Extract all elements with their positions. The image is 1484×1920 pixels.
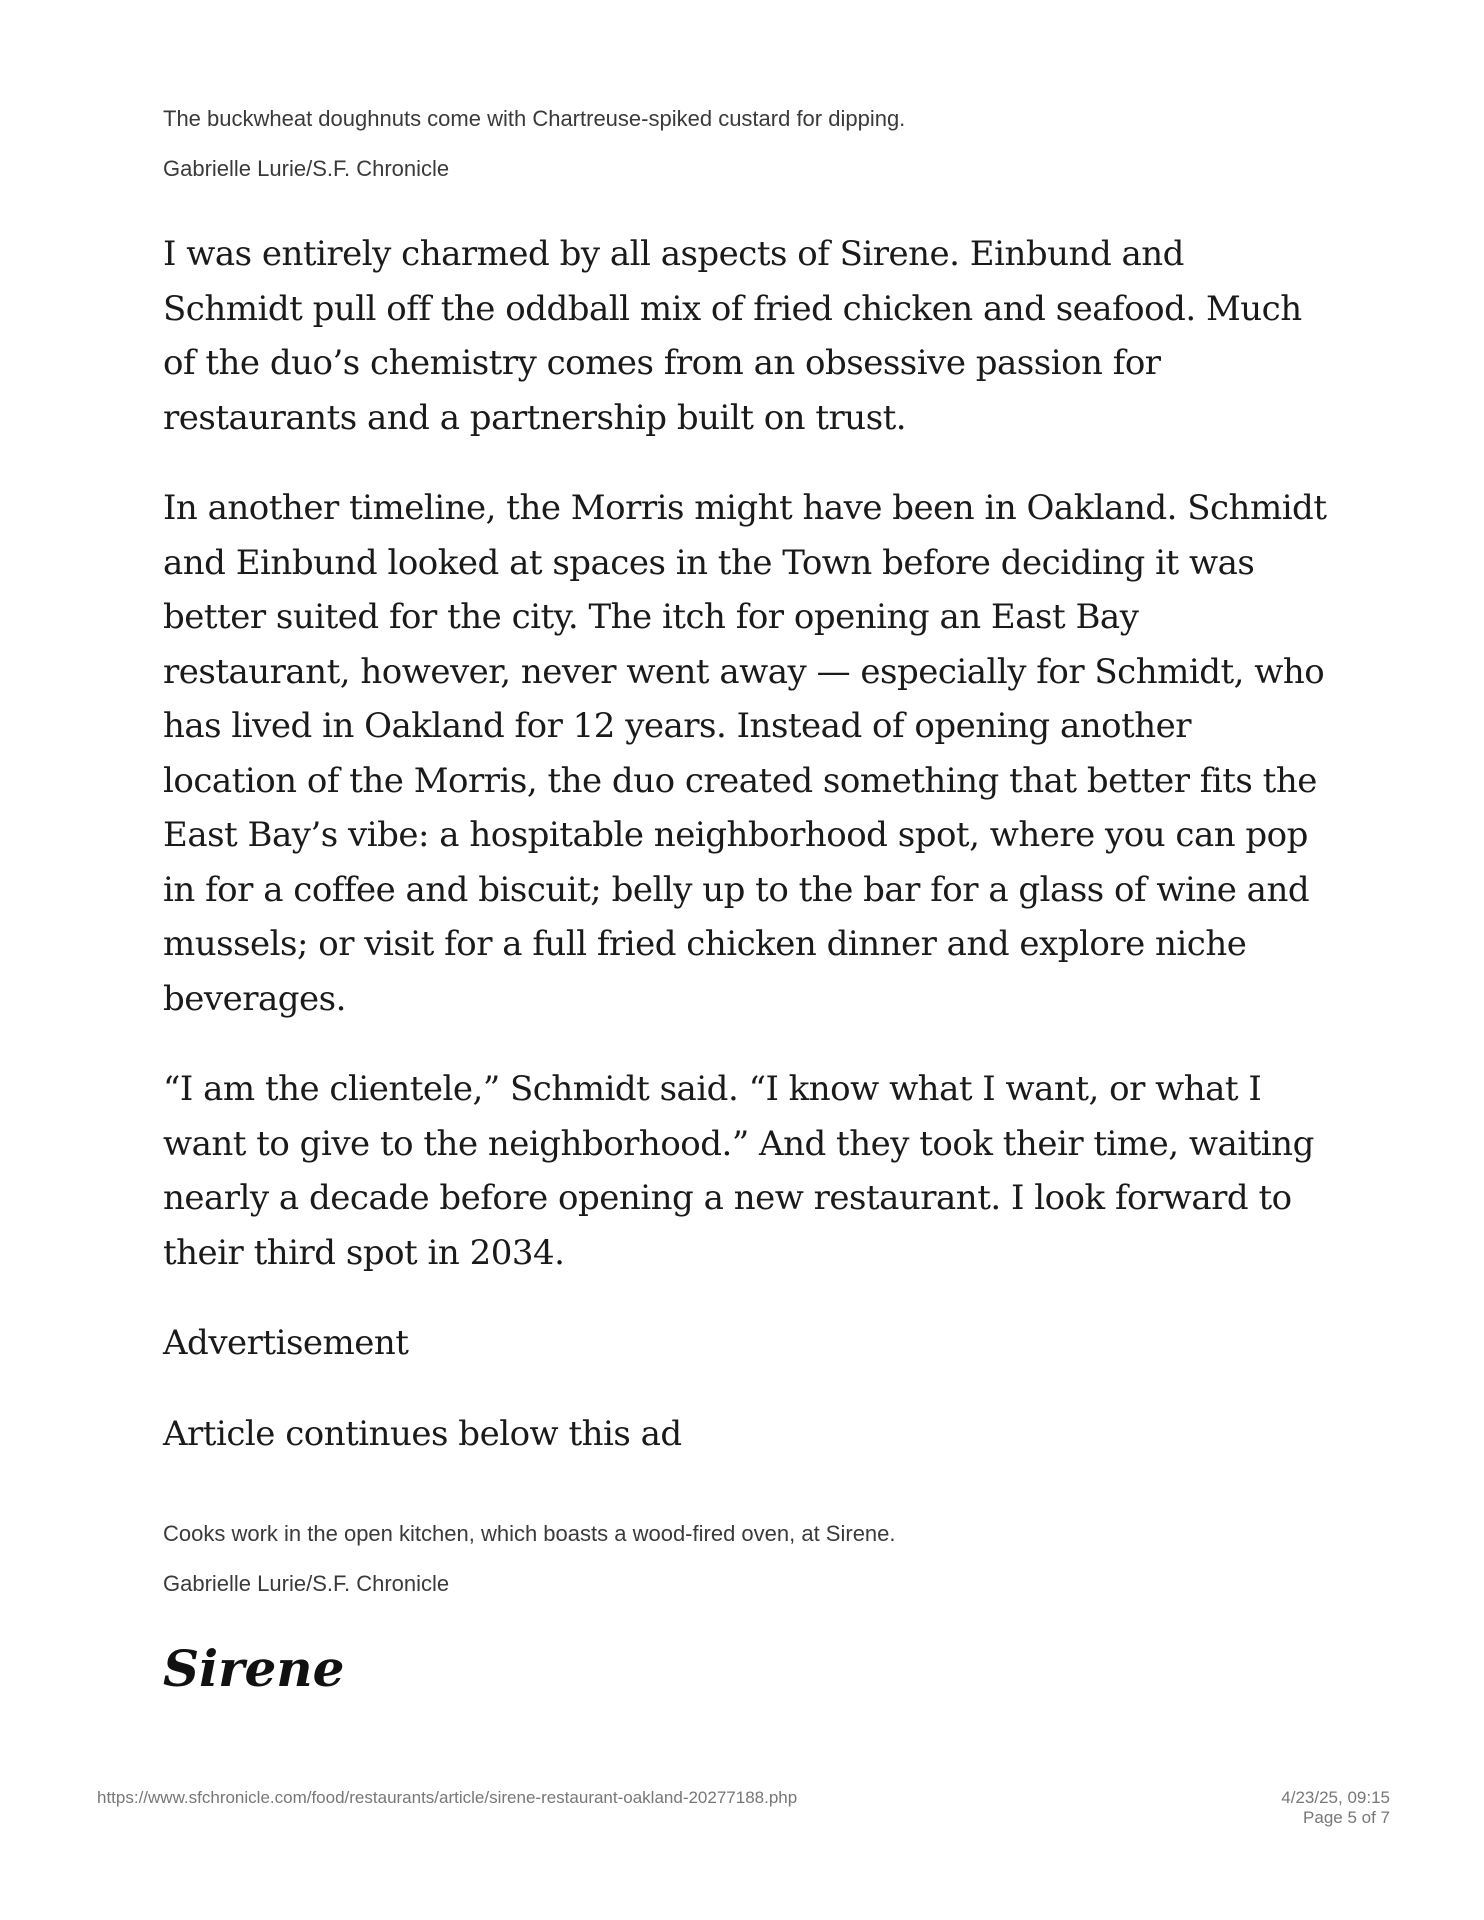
article-continues-label: Article continues below this ad: [163, 1413, 682, 1454]
advertisement-label: Advertisement: [163, 1323, 409, 1363]
footer-url: https://www.sfchronicle.com/food/restaurants/article/sirene-restaurant-oakland-20277188.php: [97, 1788, 798, 1807]
article-paragraph-1: I was entirely charmed by all aspects of Sirene. Einbund and Schmidt pull off the oddball mix of fried chicken and seafood. Much of the duo’s chemistry comes from an obsessive passion for restaurants and a partnership built on trust.: [163, 234, 1302, 438]
article-content: [163, 104, 1333, 1699]
photo-caption: Cooks work in the open kitchen, which boasts a wood-fired oven, at Sirene.: [163, 1521, 896, 1546]
photo-credit: Gabrielle Lurie/S.F. Chronicle: [163, 1571, 450, 1596]
photo-credit: Gabrielle Lurie/S.F. Chronicle: [163, 156, 450, 181]
footer-datetime: 4/23/25, 09:15: [1281, 1788, 1390, 1807]
footer-meta: [1281, 1788, 1390, 1828]
footer-page-number: Page 5 of 7: [1303, 1808, 1390, 1827]
article-paragraph-2: In another timeline, the Morris might have been in Oakland. Schmidt and Einbund looked at spaces in the Town before deciding it was better suited for the city. The itch for opening an East Bay restaurant, however, never went away — especially for Schmidt, who has lived in Oakland for 12 years. Instead of opening another location of the Morris, the duo created something that better fits the East Bay’s vibe: a hospitable neighborhood spot, where you can pop in for a coffee and biscuit; belly up to the bar for a glass of wine and mussels; or visit for a full fried chicken dinner and explore niche beverages.: [163, 488, 1327, 1019]
article-paragraph-3: “I am the clientele,” Schmidt said. “I know what I want, or what I want to give to the neighborhood.” And they took their time, waiting nearly a decade before opening a new restaurant. I look forward to their third spot in 2034.: [163, 1069, 1314, 1273]
photo-caption: The buckwheat doughnuts come with Chartreuse-spiked custard for dipping.: [163, 106, 906, 131]
section-heading: Sirene: [163, 1639, 345, 1698]
